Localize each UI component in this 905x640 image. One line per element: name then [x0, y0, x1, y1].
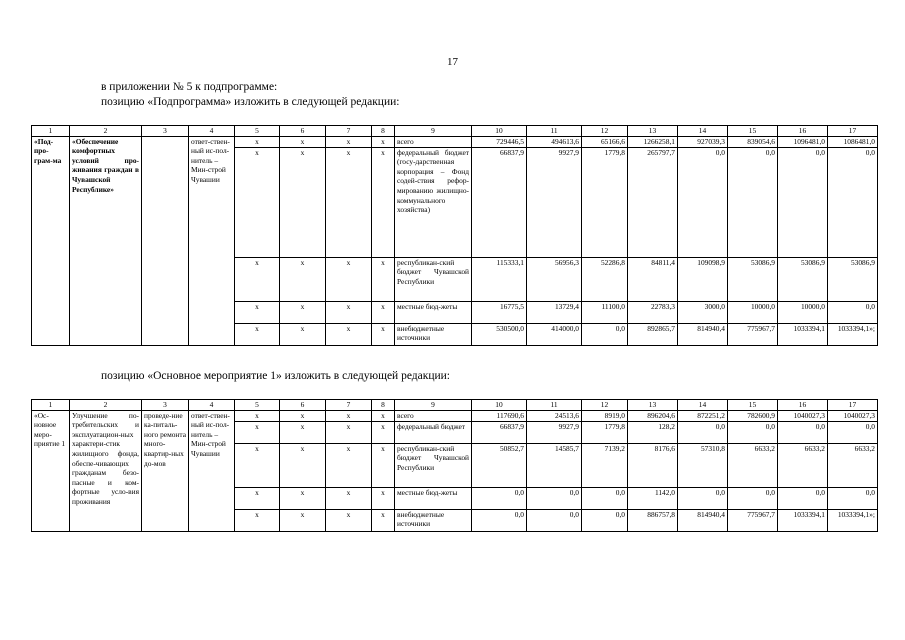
value-cell: 9927,9: [527, 421, 582, 443]
value-cell: 0,0: [828, 421, 878, 443]
value-cell: 22783,3: [628, 301, 678, 323]
col-header: 1: [32, 126, 70, 137]
col-header: 6: [280, 126, 326, 137]
table-osnovnoe-meropriyatie: [31, 399, 878, 532]
col-header: 15: [728, 126, 778, 137]
value-cell: 0,0: [728, 487, 778, 509]
value-cell: 9927,9: [527, 147, 582, 257]
mid-line: позицию «Основное мероприятие 1» изложить в следующей редакции:: [101, 370, 450, 382]
value-cell: 0,0: [778, 421, 828, 443]
value-cell: 814940,4: [678, 323, 728, 345]
col-header: 9: [395, 400, 472, 411]
col-header: 10: [472, 400, 527, 411]
task-cell: [142, 136, 189, 345]
value-cell: 16775,5: [472, 301, 527, 323]
value-cell: 1142,0: [628, 487, 678, 509]
table-row: [32, 410, 878, 421]
value-cell: 0,0: [828, 147, 878, 257]
value-cell: 0,0: [678, 421, 728, 443]
code-cell: x: [372, 147, 395, 257]
table-podprogramma: [31, 125, 878, 346]
code-cell: x: [326, 487, 372, 509]
value-cell: 1096481,0: [778, 136, 828, 147]
measure-name: Улучшение по-требительских и эксплуатацион-ных характери-стик жилищного фонда, обеспе-чивающих гражданам безо-пасные и ком-фортные усло-вия проживания: [70, 410, 142, 531]
value-cell: 128,2: [628, 421, 678, 443]
value-cell: 494613,6: [527, 136, 582, 147]
value-cell: 65166,6: [582, 136, 628, 147]
col-header: 8: [372, 126, 395, 137]
col-header: 14: [678, 126, 728, 137]
value-cell: 53086,9: [728, 257, 778, 301]
col-header: 4: [189, 400, 235, 411]
value-cell: 10000,0: [728, 301, 778, 323]
value-cell: 886757,8: [628, 509, 678, 531]
value-cell: 0,0: [778, 487, 828, 509]
value-cell: 0,0: [778, 147, 828, 257]
col-header: 6: [280, 400, 326, 411]
value-cell: 0,0: [728, 147, 778, 257]
code-cell: x: [235, 147, 280, 257]
value-cell: 6633,2: [778, 443, 828, 487]
value-cell: 775967,7: [728, 509, 778, 531]
col-header: 17: [828, 400, 878, 411]
col-header: 7: [326, 126, 372, 137]
code-cell: x: [235, 443, 280, 487]
header-row: [32, 400, 878, 411]
code-cell: x: [326, 323, 372, 345]
task-cell: проведе-ние ка-питаль-ного ремонта много-квартир-ных до-мов: [142, 410, 189, 531]
value-cell: 1033394,1: [778, 323, 828, 345]
value-cell: 729446,5: [472, 136, 527, 147]
value-cell: 57310,8: [678, 443, 728, 487]
code-cell: x: [326, 257, 372, 301]
value-cell: 0,0: [472, 487, 527, 509]
value-cell: 6633,2: [828, 443, 878, 487]
value-cell: 775967,7: [728, 323, 778, 345]
value-cell: 892865,7: [628, 323, 678, 345]
funding-source: федеральный бюджет: [395, 421, 472, 443]
code-cell: x: [280, 136, 326, 147]
col-header: 12: [582, 400, 628, 411]
code-cell: x: [372, 136, 395, 147]
row-label: «Ос-новное меро-приятие 1: [32, 410, 70, 531]
value-cell: 265797,7: [628, 147, 678, 257]
value-cell: 6633,2: [728, 443, 778, 487]
value-cell: 7139,2: [582, 443, 628, 487]
value-cell: 0,0: [582, 487, 628, 509]
code-cell: x: [326, 147, 372, 257]
code-cell: x: [235, 301, 280, 323]
col-header: 5: [235, 400, 280, 411]
code-cell: x: [372, 410, 395, 421]
code-cell: x: [280, 147, 326, 257]
value-cell: 84811,4: [628, 257, 678, 301]
value-cell: 115333,1: [472, 257, 527, 301]
value-cell: 11100,0: [582, 301, 628, 323]
code-cell: x: [280, 257, 326, 301]
executor-cell: ответ-ствен-ный ис-пол-нитель – Мин-строй Чувашии: [189, 410, 235, 531]
code-cell: x: [235, 323, 280, 345]
row-label: «Под-про-грам-ма: [32, 136, 70, 345]
value-cell: 1033394,1: [778, 509, 828, 531]
value-cell: 24513,6: [527, 410, 582, 421]
value-cell: 0,0: [728, 421, 778, 443]
col-header: 11: [527, 400, 582, 411]
value-cell: 52286,8: [582, 257, 628, 301]
value-cell: 1779,8: [582, 147, 628, 257]
value-cell: 0,0: [582, 509, 628, 531]
funding-source: всего: [395, 410, 472, 421]
value-cell: 0,0: [527, 509, 582, 531]
value-cell: 896204,6: [628, 410, 678, 421]
code-cell: x: [326, 421, 372, 443]
code-cell: x: [372, 301, 395, 323]
code-cell: x: [372, 509, 395, 531]
col-header: 7: [326, 400, 372, 411]
value-cell: 53086,9: [828, 257, 878, 301]
value-cell: 1266258,1: [628, 136, 678, 147]
code-cell: x: [235, 421, 280, 443]
value-cell: 13729,4: [527, 301, 582, 323]
code-cell: x: [235, 487, 280, 509]
col-header: 14: [678, 400, 728, 411]
table-row: [32, 136, 878, 147]
code-cell: x: [235, 509, 280, 531]
value-cell: 8919,0: [582, 410, 628, 421]
value-cell: 8176,6: [628, 443, 678, 487]
value-cell: 3000,0: [678, 301, 728, 323]
funding-source: внебюджетные источники: [395, 323, 472, 345]
code-cell: x: [372, 487, 395, 509]
value-cell: 872251,2: [678, 410, 728, 421]
funding-source: внебюджетные источники: [395, 509, 472, 531]
value-cell: 1779,8: [582, 421, 628, 443]
code-cell: x: [326, 301, 372, 323]
value-cell: 56956,3: [527, 257, 582, 301]
intro-line-2: позицию «Подпрограмма» изложить в следующей редакции:: [101, 96, 400, 108]
value-cell: 66837,9: [472, 421, 527, 443]
col-header: 13: [628, 126, 678, 137]
col-header: 1: [32, 400, 70, 411]
value-cell: 1033394,1»;: [828, 509, 878, 531]
col-header: 8: [372, 400, 395, 411]
value-cell: 109098,9: [678, 257, 728, 301]
value-cell: 0,0: [678, 147, 728, 257]
col-header: 5: [235, 126, 280, 137]
measure-name: «Обеспечение комфортных условий про-живания граждан в Чувашской Республике»: [70, 136, 142, 345]
col-header: 16: [778, 126, 828, 137]
funding-source: федеральный бюджет (госу-дарственная корпорация – Фонд содей-ствия рефор-мированию жилищно-коммунального хозяйства): [395, 147, 472, 257]
value-cell: 1040027,3: [828, 410, 878, 421]
col-header: 17: [828, 126, 878, 137]
col-header: 2: [70, 400, 142, 411]
header-row: [32, 126, 878, 137]
value-cell: 117690,6: [472, 410, 527, 421]
code-cell: x: [326, 443, 372, 487]
value-cell: 53086,9: [778, 257, 828, 301]
code-cell: x: [280, 443, 326, 487]
funding-source: всего: [395, 136, 472, 147]
funding-source: республикан-ский бюджет Чувашской Республики: [395, 443, 472, 487]
code-cell: x: [372, 257, 395, 301]
funding-source: местные бюд-жеты: [395, 487, 472, 509]
value-cell: 66837,9: [472, 147, 527, 257]
code-cell: x: [280, 323, 326, 345]
code-cell: x: [280, 509, 326, 531]
value-cell: 530500,0: [472, 323, 527, 345]
col-header: 12: [582, 126, 628, 137]
code-cell: x: [326, 136, 372, 147]
value-cell: 0,0: [582, 323, 628, 345]
value-cell: 0,0: [678, 487, 728, 509]
value-cell: 10000,0: [778, 301, 828, 323]
value-cell: 414000,0: [527, 323, 582, 345]
col-header: 9: [395, 126, 472, 137]
value-cell: 839054,6: [728, 136, 778, 147]
code-cell: x: [372, 323, 395, 345]
value-cell: 14585,7: [527, 443, 582, 487]
col-header: 16: [778, 400, 828, 411]
intro-line-1: в приложении № 5 к подпрограмме:: [101, 81, 278, 93]
value-cell: 1086481,0: [828, 136, 878, 147]
code-cell: x: [280, 410, 326, 421]
value-cell: 0,0: [472, 509, 527, 531]
funding-source: местные бюд-жеты: [395, 301, 472, 323]
code-cell: x: [235, 410, 280, 421]
code-cell: x: [280, 421, 326, 443]
code-cell: x: [235, 257, 280, 301]
col-header: 4: [189, 126, 235, 137]
executor-cell: ответ-ствен-ный ис-пол-нитель – Мин-строй Чувашии: [189, 136, 235, 345]
code-cell: x: [372, 443, 395, 487]
code-cell: x: [280, 487, 326, 509]
col-header: 11: [527, 126, 582, 137]
value-cell: 0,0: [828, 301, 878, 323]
value-cell: 0,0: [527, 487, 582, 509]
value-cell: 782600,9: [728, 410, 778, 421]
code-cell: x: [280, 301, 326, 323]
value-cell: 0,0: [828, 487, 878, 509]
funding-source: республикан-ский бюджет Чувашской Республики: [395, 257, 472, 301]
value-cell: 1033394,1»;: [828, 323, 878, 345]
code-cell: x: [235, 136, 280, 147]
page-number: 17: [447, 56, 458, 68]
value-cell: 814940,4: [678, 509, 728, 531]
col-header: 3: [142, 400, 189, 411]
col-header: 13: [628, 400, 678, 411]
value-cell: 1040027,3: [778, 410, 828, 421]
code-cell: x: [326, 509, 372, 531]
col-header: 15: [728, 400, 778, 411]
value-cell: 50852,7: [472, 443, 527, 487]
col-header: 2: [70, 126, 142, 137]
code-cell: x: [372, 421, 395, 443]
col-header: 3: [142, 126, 189, 137]
code-cell: x: [326, 410, 372, 421]
col-header: 10: [472, 126, 527, 137]
value-cell: 927039,3: [678, 136, 728, 147]
